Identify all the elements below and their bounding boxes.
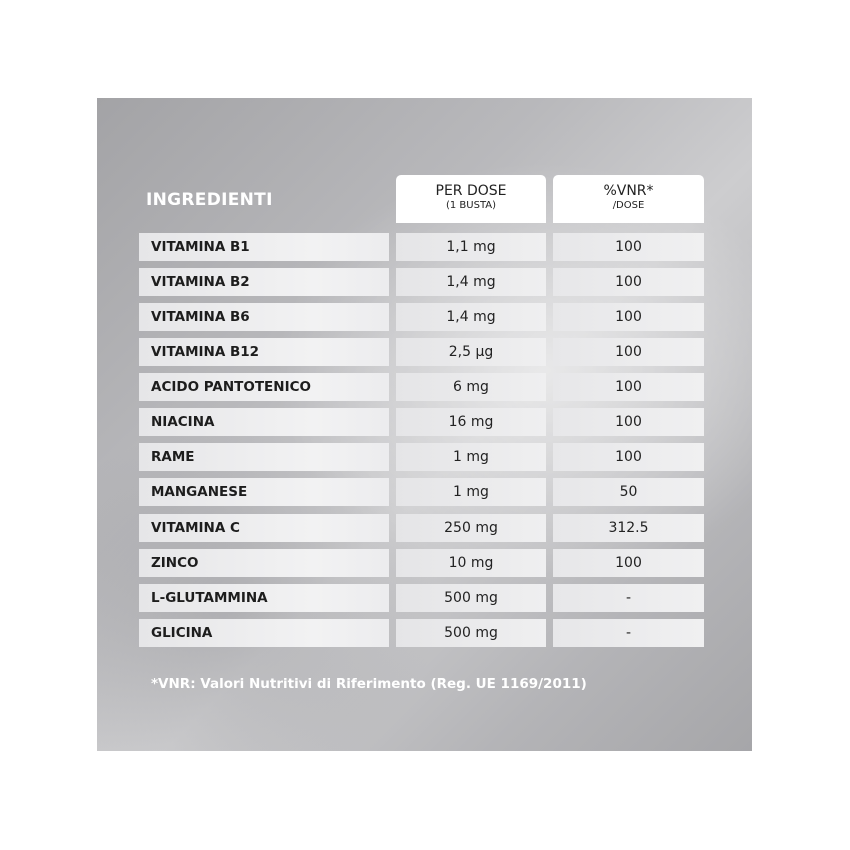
ingredient-name: MANGANESE: [139, 478, 389, 506]
nutrition-panel: [97, 98, 752, 751]
ingredient-vnr: 100: [553, 233, 704, 261]
ingredient-name: ZINCO: [139, 549, 389, 577]
column-header-dose-sublabel: (1 BUSTA): [445, 200, 497, 211]
ingredient-name: VITAMINA B1: [139, 233, 389, 261]
column-header-dose-label: PER DOSE: [435, 183, 507, 199]
ingredient-dose: 6 mg: [396, 373, 546, 401]
ingredient-name: VITAMINA B2: [139, 268, 389, 296]
ingredient-dose: 1,1 mg: [396, 233, 546, 261]
ingredient-name: VITAMINA B12: [139, 338, 389, 366]
ingredient-name: VITAMINA B6: [139, 303, 389, 331]
ingredient-vnr: 100: [553, 303, 704, 331]
ingredient-dose: 1,4 mg: [396, 268, 546, 296]
column-header-vnr-label: %VNR*: [603, 183, 654, 199]
ingredient-dose: 10 mg: [396, 549, 546, 577]
ingredient-dose: 250 mg: [396, 514, 546, 542]
ingredient-vnr: 100: [553, 549, 704, 577]
footnote: *VNR: Valori Nutritivi di Riferimento (Reg. UE 1169/2011): [151, 676, 587, 692]
ingredient-dose: 1 mg: [396, 478, 546, 506]
ingredient-name: VITAMINA C: [139, 514, 389, 542]
ingredient-dose: 500 mg: [396, 619, 546, 647]
ingredient-dose: 16 mg: [396, 408, 546, 436]
ingredient-vnr: -: [553, 619, 704, 647]
ingredient-name: RAME: [139, 443, 389, 471]
table-title: INGREDIENTI: [146, 190, 273, 210]
column-header-dose: [396, 175, 546, 223]
ingredient-vnr: 100: [553, 373, 704, 401]
ingredient-vnr: 100: [553, 268, 704, 296]
ingredient-name: ACIDO PANTOTENICO: [139, 373, 389, 401]
ingredient-name: GLICINA: [139, 619, 389, 647]
column-header-vnr-sublabel: /DOSE: [612, 200, 645, 211]
ingredient-vnr: 100: [553, 408, 704, 436]
ingredient-dose: 1,4 mg: [396, 303, 546, 331]
ingredient-name: L-GLUTAMMINA: [139, 584, 389, 612]
ingredient-vnr: 312.5: [553, 514, 704, 542]
ingredient-dose: 2,5 µg: [396, 338, 546, 366]
ingredient-vnr: 100: [553, 338, 704, 366]
ingredient-vnr: 50: [553, 478, 704, 506]
ingredient-dose: 500 mg: [396, 584, 546, 612]
column-header-vnr: [553, 175, 704, 223]
ingredient-dose: 1 mg: [396, 443, 546, 471]
ingredient-vnr: 100: [553, 443, 704, 471]
ingredient-name: NIACINA: [139, 408, 389, 436]
ingredient-vnr: -: [553, 584, 704, 612]
